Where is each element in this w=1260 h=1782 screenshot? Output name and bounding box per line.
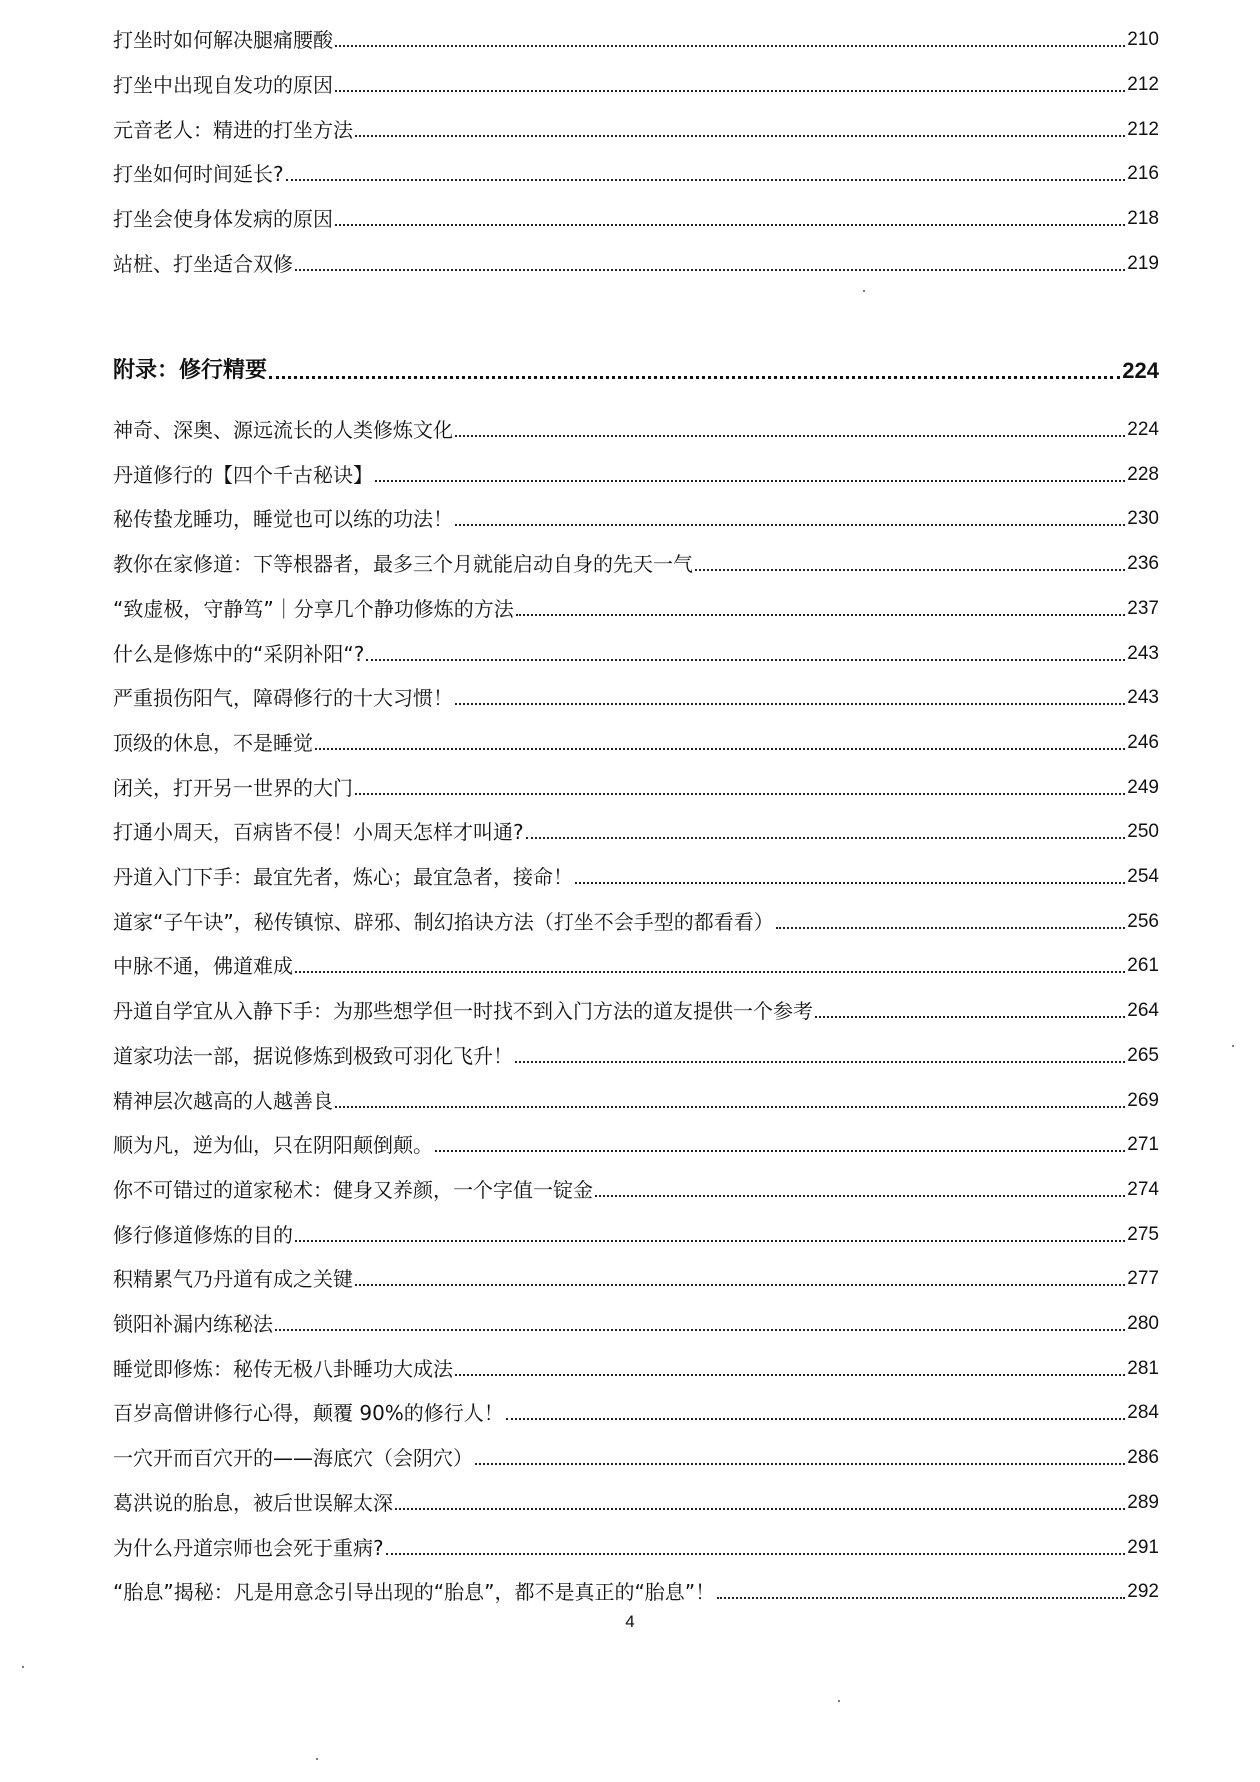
scan-speck bbox=[22, 1666, 24, 1668]
toc-leader-dots bbox=[455, 524, 1125, 526]
toc-section-page: 224 bbox=[1122, 358, 1159, 383]
toc-leader-dots bbox=[335, 224, 1125, 226]
toc-entry bbox=[113, 1043, 1159, 1069]
toc-leader-dots bbox=[695, 569, 1125, 571]
toc-section-heading bbox=[113, 356, 1159, 386]
toc-entry-title: 一穴开而百穴开的——海底穴（会阴穴） bbox=[113, 1446, 473, 1471]
toc-entry bbox=[113, 864, 1159, 890]
toc-leader-dots bbox=[275, 1329, 1125, 1331]
toc-entry-page: 228 bbox=[1127, 463, 1159, 485]
toc-leader-dots bbox=[366, 659, 1125, 661]
toc-entry bbox=[113, 685, 1159, 711]
toc-entry bbox=[113, 819, 1159, 845]
toc-entry bbox=[113, 730, 1159, 756]
toc-entry-title: 站桩、打坐适合双修 bbox=[113, 252, 293, 276]
toc-entry bbox=[113, 1088, 1159, 1114]
toc-entry-title: 什么是修炼中的“采阴补阳“? bbox=[113, 641, 365, 666]
toc-entry-page: 243 bbox=[1127, 687, 1159, 709]
toc-entry-page: 236 bbox=[1127, 553, 1159, 575]
toc-entry-page: 224 bbox=[1127, 419, 1159, 440]
toc-entry-title: 顺为凡，逆为仙，只在阴阳颠倒颠。 bbox=[113, 1133, 433, 1158]
toc-leader-dots bbox=[286, 179, 1126, 181]
toc-leader-dots bbox=[516, 614, 1126, 616]
toc-entry-page: 292 bbox=[1127, 1581, 1159, 1603]
toc-entry bbox=[113, 1177, 1159, 1203]
toc-entry-page: 216 bbox=[1127, 163, 1159, 185]
toc-entry-page: 212 bbox=[1127, 118, 1159, 140]
toc-entry-title: “致虚极，守静笃”｜分享几个静功修炼的方法 bbox=[113, 596, 514, 621]
toc-entry-title: 教你在家修道：下等根器者，最多三个月就能启动自身的先天一气 bbox=[113, 552, 693, 577]
toc-entry bbox=[113, 27, 1159, 53]
toc-entry-title: 道家功法一部，据说修炼到极致可羽化飞升！ bbox=[113, 1043, 513, 1068]
toc-entry-page: 271 bbox=[1127, 1134, 1159, 1156]
toc-entry-page: 269 bbox=[1127, 1089, 1159, 1111]
toc-entry bbox=[113, 641, 1159, 667]
toc-entry-title: 道家“子午诀”，秘传镇惊、辟邪、制幻掐诀方法（打坐不会手型的都看看） bbox=[113, 909, 774, 934]
toc-entry-page: 274 bbox=[1127, 1178, 1159, 1200]
toc-entry bbox=[113, 506, 1159, 532]
toc-entry-title: 丹道入门下手：最宜先者，炼心；最宜急者，接命！ bbox=[113, 865, 573, 889]
scan-speck bbox=[838, 1700, 840, 1702]
toc-entry-page: 289 bbox=[1127, 1491, 1159, 1513]
toc-entry bbox=[113, 953, 1159, 979]
toc-entry-page: 264 bbox=[1127, 1000, 1159, 1022]
toc-leader-dots bbox=[295, 971, 1125, 973]
toc-entry bbox=[113, 462, 1159, 488]
toc-entry-title: 打坐时如何解决腿痛腰酸 bbox=[113, 28, 333, 52]
toc-leader-dots bbox=[315, 748, 1125, 750]
toc-entry bbox=[113, 998, 1159, 1024]
toc-entry-page: 210 bbox=[1127, 29, 1159, 50]
toc-leader-dots bbox=[575, 882, 1125, 884]
toc-leader-dots bbox=[375, 480, 1125, 482]
toc-entry-page: 275 bbox=[1127, 1223, 1159, 1245]
toc-entry-title: 为什么丹道宗师也会死于重病? bbox=[113, 1535, 384, 1560]
toc-entry bbox=[113, 1356, 1159, 1382]
toc-entry-title: 百岁高僧讲修行心得，颠覆 90%的修行人！ bbox=[113, 1401, 504, 1426]
toc-entry-page: 277 bbox=[1127, 1268, 1159, 1290]
toc-entry-page: 246 bbox=[1127, 731, 1159, 753]
toc-leader-dots bbox=[526, 837, 1126, 839]
toc-entry bbox=[113, 161, 1159, 187]
toc-entry-title: 积精累气乃丹道有成之关键 bbox=[113, 1267, 353, 1292]
toc-leader-dots bbox=[295, 1240, 1125, 1242]
toc-entry-page: 291 bbox=[1127, 1536, 1159, 1558]
toc-entry-page: 286 bbox=[1127, 1447, 1159, 1469]
toc-leader-dots bbox=[515, 1061, 1125, 1063]
toc-entry-title: 修行修道修炼的目的 bbox=[113, 1222, 293, 1247]
toc-entry bbox=[113, 417, 1159, 443]
toc-section-title: 附录：修行精要 bbox=[113, 358, 268, 383]
scan-speck bbox=[1232, 1045, 1234, 1047]
toc-leader-dots bbox=[355, 135, 1125, 137]
toc-entry bbox=[113, 1266, 1159, 1292]
toc-entry-page: 230 bbox=[1127, 508, 1159, 530]
toc-entry-page: 256 bbox=[1127, 910, 1159, 932]
toc-entry-title: 闭关，打开另一世界的大门 bbox=[113, 775, 353, 800]
toc-entry-title: 丹道自学宜从入静下手：为那些想学但一时找不到入门方法的道友提供一个参考 bbox=[113, 999, 813, 1024]
page-number: 4 bbox=[625, 1612, 635, 1631]
toc-leader-dots bbox=[815, 1016, 1125, 1018]
toc-leader-dots bbox=[269, 376, 1120, 379]
toc-entry-title: 锁阳补漏内练秘法 bbox=[113, 1312, 273, 1336]
toc-leader-dots bbox=[335, 1106, 1125, 1108]
toc-entry-page: 254 bbox=[1127, 866, 1159, 887]
toc-leader-dots bbox=[506, 1418, 1125, 1420]
toc-entry-title: “胎息”揭秘：凡是用意念引导出现的“胎息”，都不是真正的“胎息”！ bbox=[113, 1580, 716, 1605]
toc-entry-page: 265 bbox=[1127, 1044, 1159, 1066]
scan-speck bbox=[316, 1758, 318, 1760]
toc-leader-dots bbox=[455, 1374, 1125, 1376]
toc-leader-dots bbox=[455, 435, 1125, 437]
toc-leader-dots bbox=[455, 703, 1125, 705]
toc-entry bbox=[113, 1400, 1159, 1426]
toc-entry-page: 212 bbox=[1127, 73, 1159, 95]
toc-entry bbox=[113, 1535, 1159, 1561]
toc-entry-title: 打坐会使身体发病的原因 bbox=[113, 207, 333, 232]
toc-leader-dots bbox=[355, 1284, 1125, 1286]
toc-entry-title: 严重损伤阳气，障碍修行的十大习惯！ bbox=[113, 686, 453, 711]
toc-entry bbox=[113, 1445, 1159, 1471]
toc-entry-title: 元音老人：精进的打坐方法 bbox=[113, 117, 353, 142]
toc-entry-page: 218 bbox=[1127, 208, 1159, 230]
toc-entry-page: 250 bbox=[1127, 821, 1159, 843]
toc-leader-dots bbox=[776, 927, 1126, 929]
toc-entry bbox=[113, 1132, 1159, 1158]
toc-entry bbox=[113, 909, 1159, 935]
toc-entry-title: 葛洪说的胎息，被后世误解太深 bbox=[113, 1490, 393, 1515]
toc-entry-title: 顶级的休息，不是睡觉 bbox=[113, 730, 313, 755]
toc-leader-dots bbox=[386, 1553, 1126, 1555]
toc-leader-dots bbox=[717, 1597, 1125, 1599]
toc-entry bbox=[113, 596, 1159, 622]
toc-entry-title: 你不可错过的道家秘术：健身又养颜，一个字值一锭金 bbox=[113, 1177, 593, 1202]
toc-entry bbox=[113, 551, 1159, 577]
toc-entry bbox=[113, 1490, 1159, 1516]
toc-entry bbox=[113, 1311, 1159, 1337]
toc-entry-page: 284 bbox=[1127, 1402, 1159, 1424]
toc-entry-title: 丹道修行的【四个千古秘诀】 bbox=[113, 462, 373, 487]
toc-entry-title: 中脉不通，佛道难成 bbox=[113, 954, 293, 979]
toc-entry-page: 237 bbox=[1127, 597, 1159, 619]
toc-leader-dots bbox=[435, 1150, 1125, 1152]
toc-entry-title: 打通小周天，百病皆不侵！小周天怎样才叫通? bbox=[113, 820, 524, 845]
toc-entry bbox=[113, 206, 1159, 232]
toc-entry bbox=[113, 251, 1159, 277]
toc-entry-page: 280 bbox=[1127, 1313, 1159, 1334]
toc-entry bbox=[113, 1579, 1159, 1605]
toc-leader-dots bbox=[295, 269, 1125, 271]
toc-entry-title: 打坐中出现自发功的原因 bbox=[113, 72, 333, 97]
toc-entry-title: 神奇、深奥、源远流长的人类修炼文化 bbox=[113, 418, 453, 442]
toc-entry bbox=[113, 117, 1159, 143]
toc-entry-page: 249 bbox=[1127, 776, 1159, 798]
toc-entry-page: 261 bbox=[1127, 955, 1159, 977]
toc-entry-title: 睡觉即修炼：秘传无极八卦睡功大成法 bbox=[113, 1356, 453, 1381]
toc-entry bbox=[113, 72, 1159, 98]
toc-entry-page: 219 bbox=[1127, 253, 1159, 274]
toc-entry bbox=[113, 775, 1159, 801]
toc-leader-dots bbox=[475, 1463, 1125, 1465]
toc-leader-dots bbox=[335, 90, 1125, 92]
toc-leader-dots bbox=[395, 1508, 1125, 1510]
toc-leader-dots bbox=[335, 45, 1125, 47]
toc-entry-page: 281 bbox=[1127, 1357, 1159, 1379]
toc-entry-page: 243 bbox=[1127, 642, 1159, 664]
toc-leader-dots bbox=[595, 1195, 1125, 1197]
scan-speck bbox=[863, 290, 865, 292]
toc-entry-title: 打坐如何时间延长? bbox=[113, 162, 284, 187]
toc-entry-title: 精神层次越高的人越善良 bbox=[113, 1088, 333, 1113]
toc-leader-dots bbox=[355, 793, 1125, 795]
toc-entry bbox=[113, 1222, 1159, 1248]
toc-entry-title: 秘传蛰龙睡功，睡觉也可以练的功法！ bbox=[113, 507, 453, 532]
